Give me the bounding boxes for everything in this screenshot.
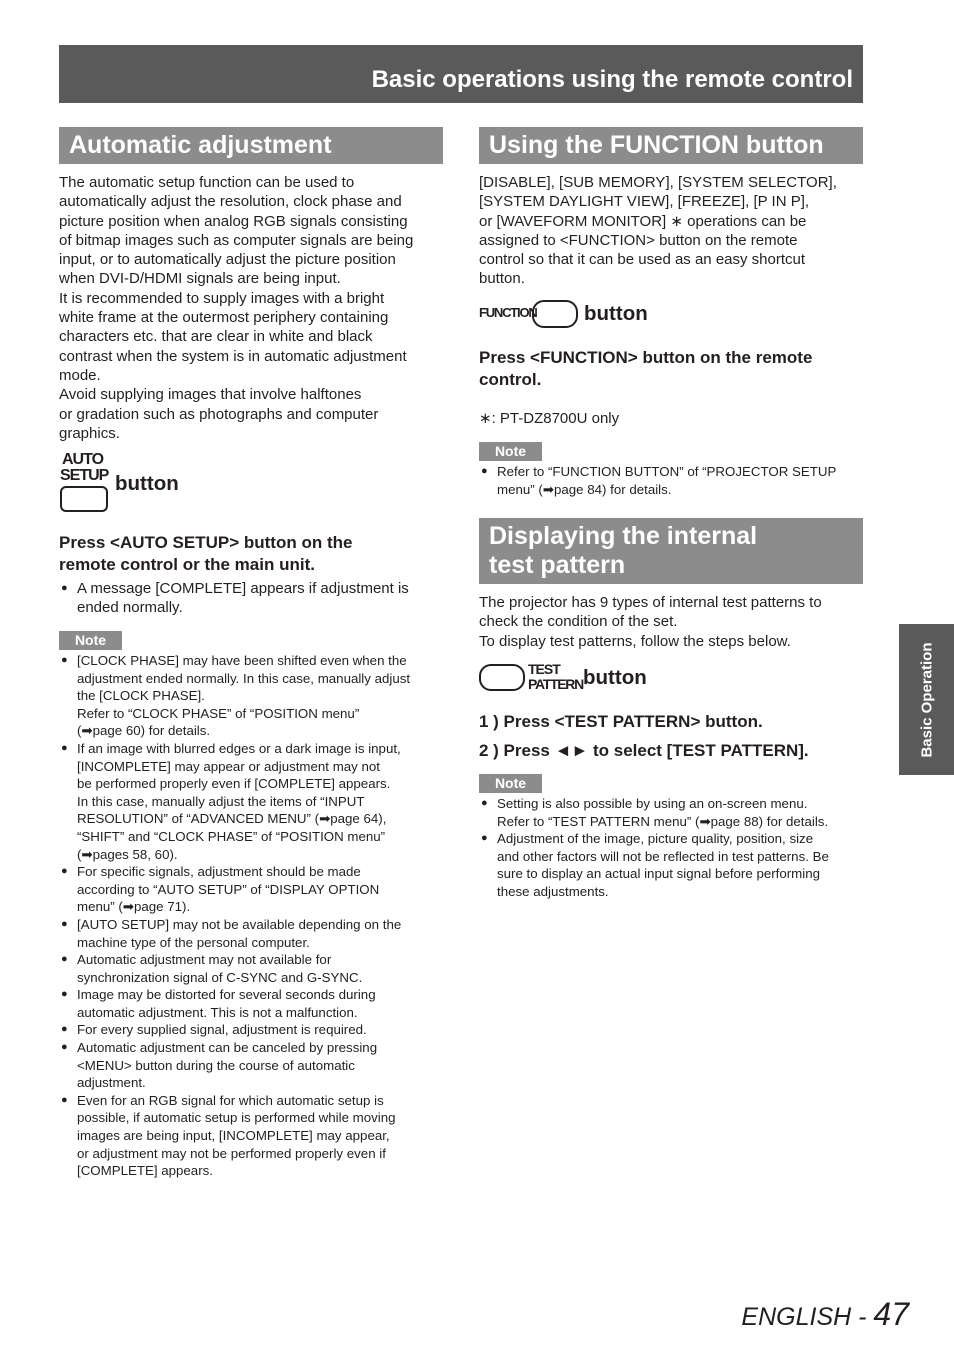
test-pattern-icon-line2: PATTERN	[528, 676, 583, 692]
text-line: In this case, manually adjust the items of “INPUT	[77, 793, 365, 809]
text-line: white frame at the outermost periphery containing	[59, 309, 389, 327]
text-line: adjustment.	[77, 1075, 146, 1091]
note-item	[59, 863, 451, 916]
page-footer	[741, 1296, 909, 1333]
text-line: automatic adjustment. This is not a malfunction.	[77, 1004, 358, 1020]
function-icon-label: FUNCTION	[479, 305, 537, 320]
heading-line: Displaying the internal	[489, 522, 758, 550]
section-heading-automatic-adjustment: Automatic adjustment	[59, 127, 443, 164]
note-item	[59, 916, 451, 951]
text-line: ● Refer to “FUNCTION BUTTON” of “PROJECTOR SETUP	[497, 464, 837, 479]
text-line: [COMPLETE] appears.	[77, 1163, 213, 1179]
footer-language: ENGLISH -	[741, 1303, 874, 1331]
instruction-line: control.	[479, 370, 542, 389]
heading-line: test pattern	[489, 551, 626, 579]
test-notes	[479, 795, 871, 901]
text-line: Avoid supplying images that involve halftones	[59, 386, 362, 404]
note-item	[59, 652, 451, 740]
auto-instruction	[59, 532, 451, 576]
note-item	[59, 1092, 451, 1180]
auto-result-list	[59, 579, 451, 618]
text-line: ● For specific signals, adjustment should be made	[77, 864, 361, 880]
text-line: ● Setting is also possible by using an on-screen menu.	[497, 796, 808, 811]
auto-notes	[59, 652, 451, 1180]
note-label: Note	[59, 631, 122, 650]
text-line: <MENU> button during the course of automatic	[77, 1057, 355, 1073]
text-line: To display test patterns, follow the steps below.	[479, 632, 791, 650]
text-line: possible, if automatic setup is performed while moving	[77, 1110, 396, 1126]
text-line: menu” (➡page 84) for details.	[497, 481, 672, 497]
text-line: ● Automatic adjustment may not available for	[77, 952, 332, 968]
section-heading-function-button: Using the FUNCTION button	[479, 127, 863, 164]
text-line: The projector has 9 types of internal test patterns to	[479, 594, 822, 611]
text-line: or gradation such as photographs and computer	[59, 405, 379, 423]
test-pattern-icon-line1: TEST	[528, 661, 560, 677]
text-line: automatically adjust the resolution, clock phase and	[59, 193, 402, 211]
function-instruction	[479, 347, 871, 391]
text-line: [DISABLE], [SUB MEMORY], [SYSTEM SELECTOR],	[479, 174, 837, 191]
auto-setup-icon-line2: SETUP	[60, 467, 109, 484]
text-line: ● A message [COMPLETE] appears if adjustment is	[77, 580, 409, 597]
text-line: It is recommended to supply images with a bright	[59, 289, 385, 307]
function-footnote: ∗: PT-DZ8700U only	[479, 410, 620, 427]
text-line: be performed properly even if [COMPLETE] appears.	[77, 776, 391, 792]
text-line: images are being input, [INCOMPLETE] may appear,	[77, 1128, 390, 1144]
text-line: menu” (➡page 71).	[77, 899, 191, 915]
text-line: [INCOMPLETE] may appear or adjustment may not	[77, 758, 380, 774]
text-line: picture position when analog RGB signals consisting	[59, 212, 408, 230]
text-line: sure to display an actual input signal before performing	[497, 866, 821, 882]
text-line: ● For every supplied signal, adjustment is required.	[77, 1022, 367, 1038]
text-line: (➡page 60) for details.	[77, 723, 211, 739]
section-heading-test-pattern	[479, 518, 863, 584]
text-line: or adjustment may not be performed properly even if	[77, 1145, 386, 1161]
text-line: graphics.	[59, 424, 120, 442]
note-label: Note	[479, 774, 542, 793]
note-item	[59, 1021, 451, 1039]
text-line: and other factors will not be reflected in test patterns. Be	[497, 848, 829, 864]
function-intro	[479, 173, 871, 289]
text-line: [SYSTEM DAYLIGHT VIEW], [FREEZE], [P IN P],	[479, 193, 810, 211]
text-line: “SHIFT” and “CLOCK PHASE” of “POSITION menu”	[77, 828, 386, 844]
text-line: Refer to “TEST PATTERN menu” (➡page 88) for details.	[497, 813, 829, 829]
text-line: or [WAVEFORM MONITOR] ∗ operations can be	[479, 212, 807, 230]
text-line: characters etc. that are clear in white and black	[59, 328, 373, 346]
text-line: RESOLUTION” of “ADVANCED MENU” (➡page 64),	[77, 811, 387, 827]
instruction-line: Press <FUNCTION> button on the remote	[479, 348, 813, 367]
header-bar	[59, 45, 863, 103]
text-line: these adjustments.	[497, 883, 609, 899]
text-line: ● [AUTO SETUP] may not be available depending on the	[77, 916, 402, 932]
text-line: ● If an image with blurred edges or a dark image is input,	[77, 740, 401, 756]
text-line: contrast when the system is in automatic adjustment	[59, 347, 407, 365]
function-button-icon	[532, 300, 578, 328]
function-notes	[479, 463, 871, 498]
text-line: ● [CLOCK PHASE] may have been shifted even when the	[77, 653, 407, 668]
text-line: when DVI-D/HDMI signals are being input.	[59, 270, 341, 288]
step-2: 2 ) Press ◄► to select [TEST PATTERN].	[479, 741, 809, 760]
text-line: input, or to automatically adjust the picture position	[59, 251, 396, 269]
auto-setup-icon-line1: AUTO	[62, 451, 104, 468]
page-number: 47	[873, 1296, 909, 1332]
auto-setup-button-word: button	[115, 472, 179, 495]
text-line: button.	[479, 270, 525, 288]
auto-setup-button-icon	[60, 486, 108, 512]
note-item	[479, 463, 871, 498]
test-pattern-button-icon	[479, 664, 525, 691]
note-item	[59, 1039, 451, 1092]
text-line: ended normally.	[77, 599, 183, 617]
text-line: control so that it can be used as an easy shortcut	[479, 251, 806, 269]
text-line: ● Adjustment of the image, picture quality, position, size	[497, 831, 814, 847]
step-1: 1 ) Press <TEST PATTERN> button.	[479, 712, 763, 731]
text-line: (➡pages 58, 60).	[77, 846, 178, 862]
text-line: the [CLOCK PHASE].	[77, 688, 205, 704]
text-line: adjustment ended normally. In this case, manually adjust	[77, 670, 411, 686]
note-item	[479, 795, 871, 830]
text-line: ● Automatic adjustment can be canceled by pressing	[77, 1040, 378, 1056]
text-line: according to “AUTO SETUP” of “DISPLAY OPTION	[77, 881, 380, 897]
instruction-line: Press <AUTO SETUP> button on the	[59, 533, 353, 552]
note-item	[59, 740, 451, 863]
note-item	[59, 986, 451, 1021]
note-label: Note	[479, 442, 542, 461]
side-tab	[899, 624, 954, 775]
text-line: ● Even for an RGB signal for which automatic setup is	[77, 1092, 384, 1108]
text-line: ● Image may be distorted for several seconds during	[77, 987, 376, 1003]
text-line: synchronization signal of C-SYNC and G-SYNC.	[77, 969, 363, 985]
text-line: mode.	[59, 366, 101, 384]
list-item	[59, 579, 451, 618]
note-item	[59, 951, 451, 986]
text-line: Refer to “CLOCK PHASE” of “POSITION menu”	[77, 705, 360, 721]
auto-intro	[59, 173, 451, 443]
test-pattern-button-word: button	[583, 666, 647, 689]
side-tab-label: Basic Operation	[918, 641, 935, 758]
text-line: machine type of the personal computer.	[77, 934, 310, 950]
function-button-word: button	[584, 302, 648, 325]
text-line: check the condition of the set.	[479, 613, 678, 631]
text-line: of bitmap images such as computer signals are being	[59, 231, 414, 249]
note-item	[479, 830, 871, 900]
instruction-line: remote control or the main unit.	[59, 555, 315, 574]
header-title: Basic operations using the remote control	[371, 66, 853, 93]
test-intro	[479, 593, 871, 651]
text-line: assigned to <FUNCTION> button on the remote	[479, 231, 798, 249]
text-line: The automatic setup function can be used to	[59, 174, 355, 191]
